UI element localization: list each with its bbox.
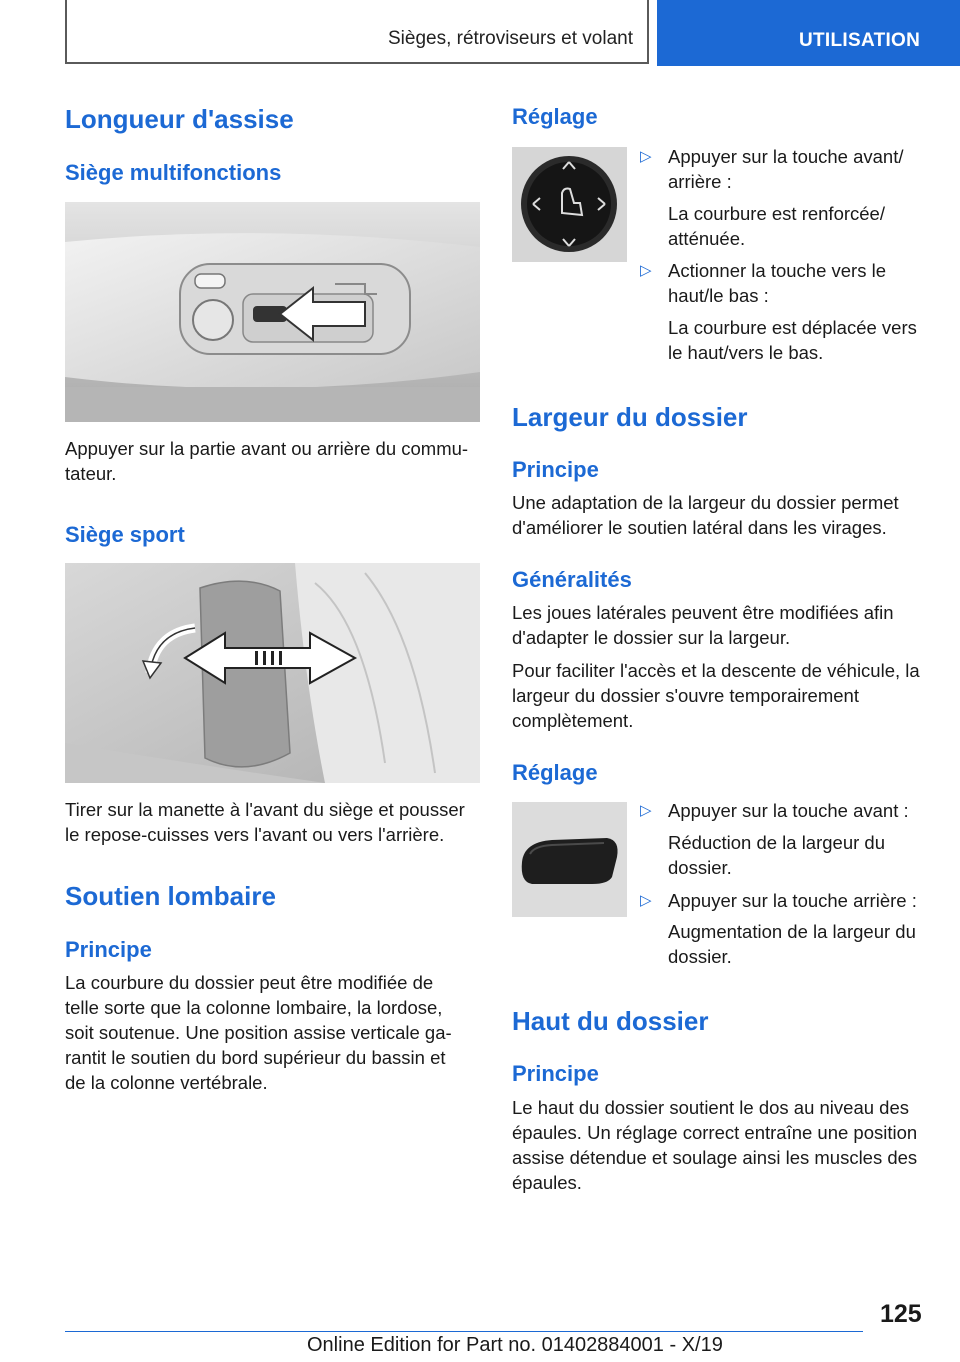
lumbar-adjust-item-2-text: Actionner la touche vers le haut/le bas : (668, 260, 887, 306)
multifunction-seat-text: Appuyer sur la partie avant ou arrière du commu-tateur. (65, 438, 469, 484)
header-section-title: Sièges, rétroviseurs et volant (387, 28, 633, 49)
lumbar-adjust-item-1-result: La courbure est renforcée/ atténuée. (668, 203, 885, 249)
header-chapter-title: UTILISATION (799, 30, 921, 51)
heading-width-adjustment: Réglage (512, 760, 598, 785)
heading-backrest-width: Largeur du dossier (512, 402, 748, 432)
general-text-2: Pour faciliter l'accès et la descente de véhicule, la largeur du dossier s'ouvre temporairement complètement. (512, 660, 920, 731)
lumbar-adjust-item-1-text: Appuyer sur la touche avant/ arrière : (668, 146, 904, 192)
bullet-triangle-icon: ▷ (640, 802, 652, 819)
sport-seat-photo (65, 563, 480, 783)
heading-backrest-top: Haut du dossier (512, 1006, 709, 1036)
lumbar-switch-photo (512, 147, 627, 262)
header-section-box (65, 0, 649, 64)
footer-rule (65, 1331, 863, 1332)
page-number: 125 (880, 1300, 922, 1328)
general-text-1: Les joues latérales peuvent être modifiées afin d'adapter le dossier sur la largeur. (512, 602, 894, 648)
heading-multifunction-seat: Siège multifonctions (65, 160, 282, 185)
heading-general: Généralités (512, 567, 632, 592)
bullet-triangle-icon: ▷ (640, 892, 652, 909)
footer-edition: Online Edition for Part no. 01402884001 - X/19 (307, 1334, 723, 1356)
sport-seat-text: Tirer sur la manette à l'avant du siège et pousser le repose-cuisses vers l'avant ou vers l'arrière. (65, 799, 465, 845)
multifunction-seat-photo (65, 202, 480, 422)
lumbar-principle-text: La courbure du dossier peut être modifiée de telle sorte que la colonne lombaire, la lordose, soit soutenue. Une position assise verticale ga-rantit le soutien du bord supérieur du bassin et de la colonne vertébrale. (65, 972, 452, 1093)
width-adjust-item-2-result: Augmentation de la largeur du dossier. (668, 921, 916, 967)
bullet-triangle-icon: ▷ (640, 262, 652, 279)
width-principle-text: Une adaptation de la largeur du dossier permet d'améliorer le soutien latéral dans les virages. (512, 492, 899, 538)
heading-lumbar-adjustment: Réglage (512, 104, 598, 129)
heading-lumbar-support: Soutien lombaire (65, 881, 276, 911)
bullet-triangle-icon: ▷ (640, 148, 652, 165)
width-adjust-item-1-text: Appuyer sur la touche avant : (668, 800, 909, 821)
width-adjust-item-2-text: Appuyer sur la touche arrière : (668, 890, 917, 911)
heading-lumbar-principle: Principe (65, 937, 152, 962)
width-switch-photo (512, 802, 627, 917)
heading-seat-length: Longueur d'assise (65, 104, 294, 134)
lumbar-adjust-item-2-result: La courbure est déplacée vers le haut/vers le bas. (668, 317, 917, 363)
top-principle-text: Le haut du dossier soutient le dos au niveau des épaules. Un réglage correct entraîne une position assise détendue et soulage ainsi les muscles des épaules. (512, 1097, 918, 1193)
header-chapter-tab (657, 0, 960, 66)
heading-top-principle: Principe (512, 1061, 599, 1086)
heading-width-principle: Principe (512, 457, 599, 482)
width-adjust-item-1-result: Réduction de la largeur du dossier. (668, 832, 886, 878)
heading-sport-seat: Siège sport (65, 522, 185, 547)
